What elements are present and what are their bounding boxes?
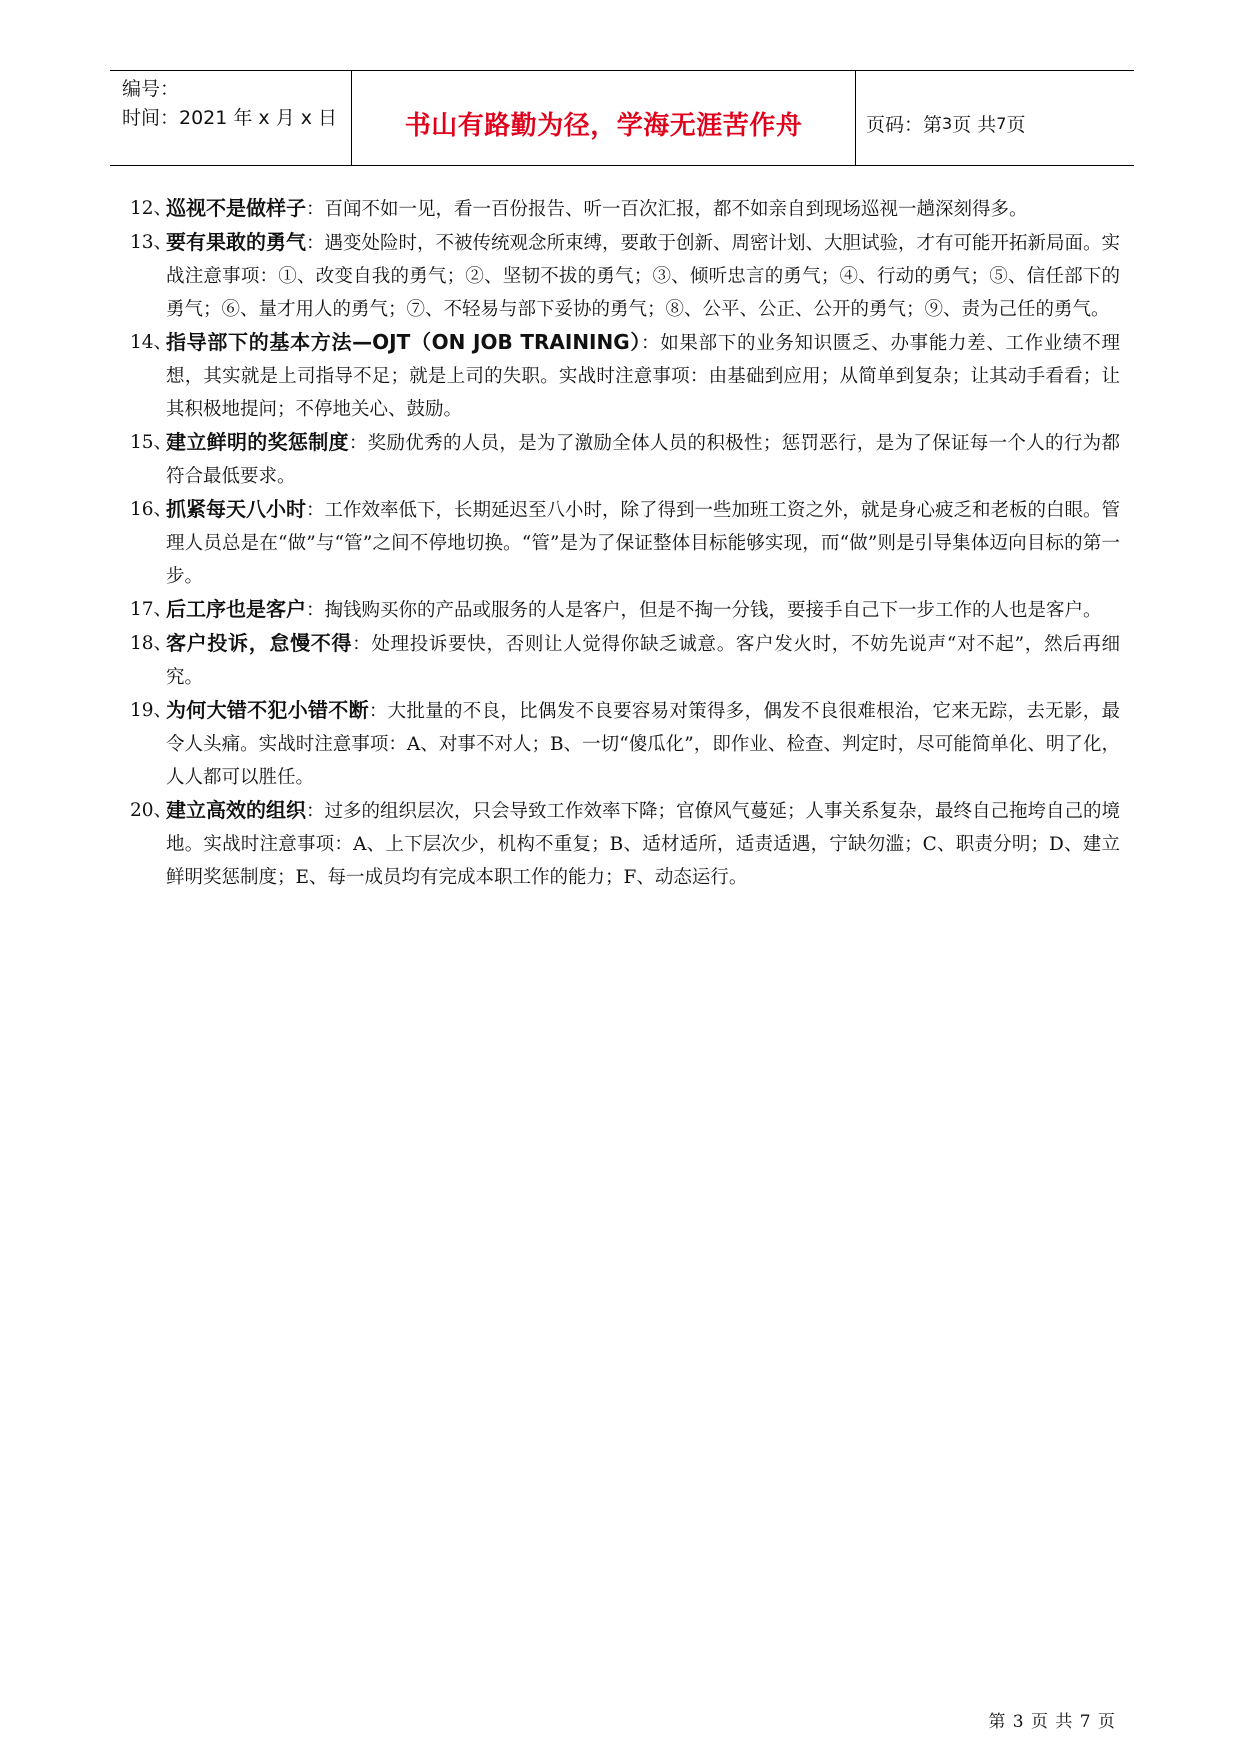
item-text: ：奖励优秀的人员，是为了激励全体人员的积极性；惩罚恶行，是为了保证每一个人的行为都符合最低要求。 (166, 433, 1121, 487)
item-heading: 建立高效的组织 (166, 798, 306, 822)
page-current: 3 (942, 113, 953, 133)
item-heading: 建立鲜明的奖惩制度 (166, 430, 349, 454)
item-number: 13、 (130, 232, 173, 253)
list-item (130, 326, 1120, 426)
page-footer: 第 3 页 共 7 页 (988, 1712, 1116, 1732)
page-header (110, 70, 1134, 166)
item-heading: 要有果敢的勇气 (166, 230, 306, 254)
item-number: 15、 (130, 432, 173, 453)
item-text: ：大批量的不良，比偶发不良要容易对策得多，偶发不良很难根治，它来无踪，去无影，最令人头痛。实战时注意事项：A、对事不对人；B、一切“傻瓜化”，即作业、检查、判定时，尽可能简单化、明了化，人人都可以胜任。 (166, 701, 1120, 788)
item-text: ：如果部下的业务知识匮乏、办事能力差、工作业绩不理想，其实就是上司指导不足；就是上司的失职。实战时注意事项：由基础到应用；从简单到复杂；让其动手看看；让其积极地提问；不停地关心、鼓励。 (166, 333, 1120, 420)
item-text: ：掏钱购买你的产品或服务的人是客户，但是不掏一分钱，要接手自己下一步工作的人也是客户。 (306, 600, 1102, 621)
item-heading: 后工序也是客户 (166, 597, 306, 621)
list-item (130, 794, 1120, 894)
list-item (130, 226, 1120, 326)
serial-number-label: 编号： (122, 78, 180, 100)
document-body (130, 192, 1120, 894)
item-text: ：过多的组织层次，只会导致工作效率下降；官僚风气蔓延；人事关系复杂，最终自己拖垮自己的境地。实战时注意事项：A、上下层次少，机构不重复；B、适材适所，适责适遇，宁缺勿滥；C、职责分明；D、建立鲜明奖惩制度；E、每一成员均有完成本职工作的能力；F、动态运行。 (166, 801, 1121, 888)
item-text: ：工作效率低下，长期延迟至八小时，除了得到一些加班工资之外，就是身心疲乏和老板的白眼。管理人员总是在“做”与“管”之间不停地切换。“管”是为了保证整体目标能够实现，而“做”则是引导集体迈向目标的第一步。 (166, 500, 1121, 587)
item-heading: 抓紧每天八小时 (166, 497, 306, 521)
item-number: 14、 (130, 332, 173, 353)
item-text: ：遇变处险时，不被传统观念所束缚，要敢于创新、周密计划、大胆试验，才有可能开拓新局面。实战注意事项：①、改变自我的勇气；②、坚韧不拔的勇气；③、倾听忠言的勇气；④、行动的勇气；⑤、信任部下的勇气；⑥、量才用人的勇气；⑦、不轻易与部下妥协的勇气；⑧、公平、公正、公开的勇气；⑨、责为己任的勇气。 (166, 233, 1121, 320)
motto-text: 书山有路勤为径，学海无涯苦作舟 (404, 110, 803, 141)
page-total: 7 (996, 113, 1007, 133)
item-number: 18、 (130, 633, 173, 654)
header-info-cell (110, 71, 352, 165)
page-prefix: 页码：第 (866, 113, 943, 136)
item-number: 16、 (130, 499, 173, 520)
item-heading: 客户投诉，怠慢不得 (166, 631, 353, 655)
list-item (130, 493, 1120, 593)
list-item (130, 192, 1120, 226)
item-heading: 为何大错不犯小错不断 (166, 698, 369, 722)
header-page-cell (856, 71, 1134, 165)
item-text: ：处理投诉要快，否则让人觉得你缺乏诚意。客户发火时，不妨先说声“对不起”，然后再细究。 (166, 634, 1121, 688)
item-number: 12、 (130, 198, 173, 219)
item-heading: 指导部下的基本方法—OJT（ON JOB TRAINING） (166, 330, 642, 354)
list-item (130, 426, 1120, 493)
item-number: 19、 (130, 700, 173, 721)
item-number: 20、 (130, 800, 173, 821)
page-mid: 页 共 (952, 113, 997, 136)
header-motto-cell (352, 71, 856, 165)
page-suffix: 页 (1006, 113, 1026, 136)
list-item (130, 593, 1120, 627)
item-heading: 巡视不是做样子 (166, 196, 306, 220)
list-item (130, 694, 1120, 794)
date-label: 时间：2021 年 x 月 x 日 (122, 107, 338, 129)
item-number: 17、 (130, 599, 173, 620)
list-item (130, 627, 1120, 694)
item-text: ：百闻不如一见，看一百份报告、听一百次汇报，都不如亲自到现场巡视一趟深刻得多。 (306, 199, 1028, 220)
